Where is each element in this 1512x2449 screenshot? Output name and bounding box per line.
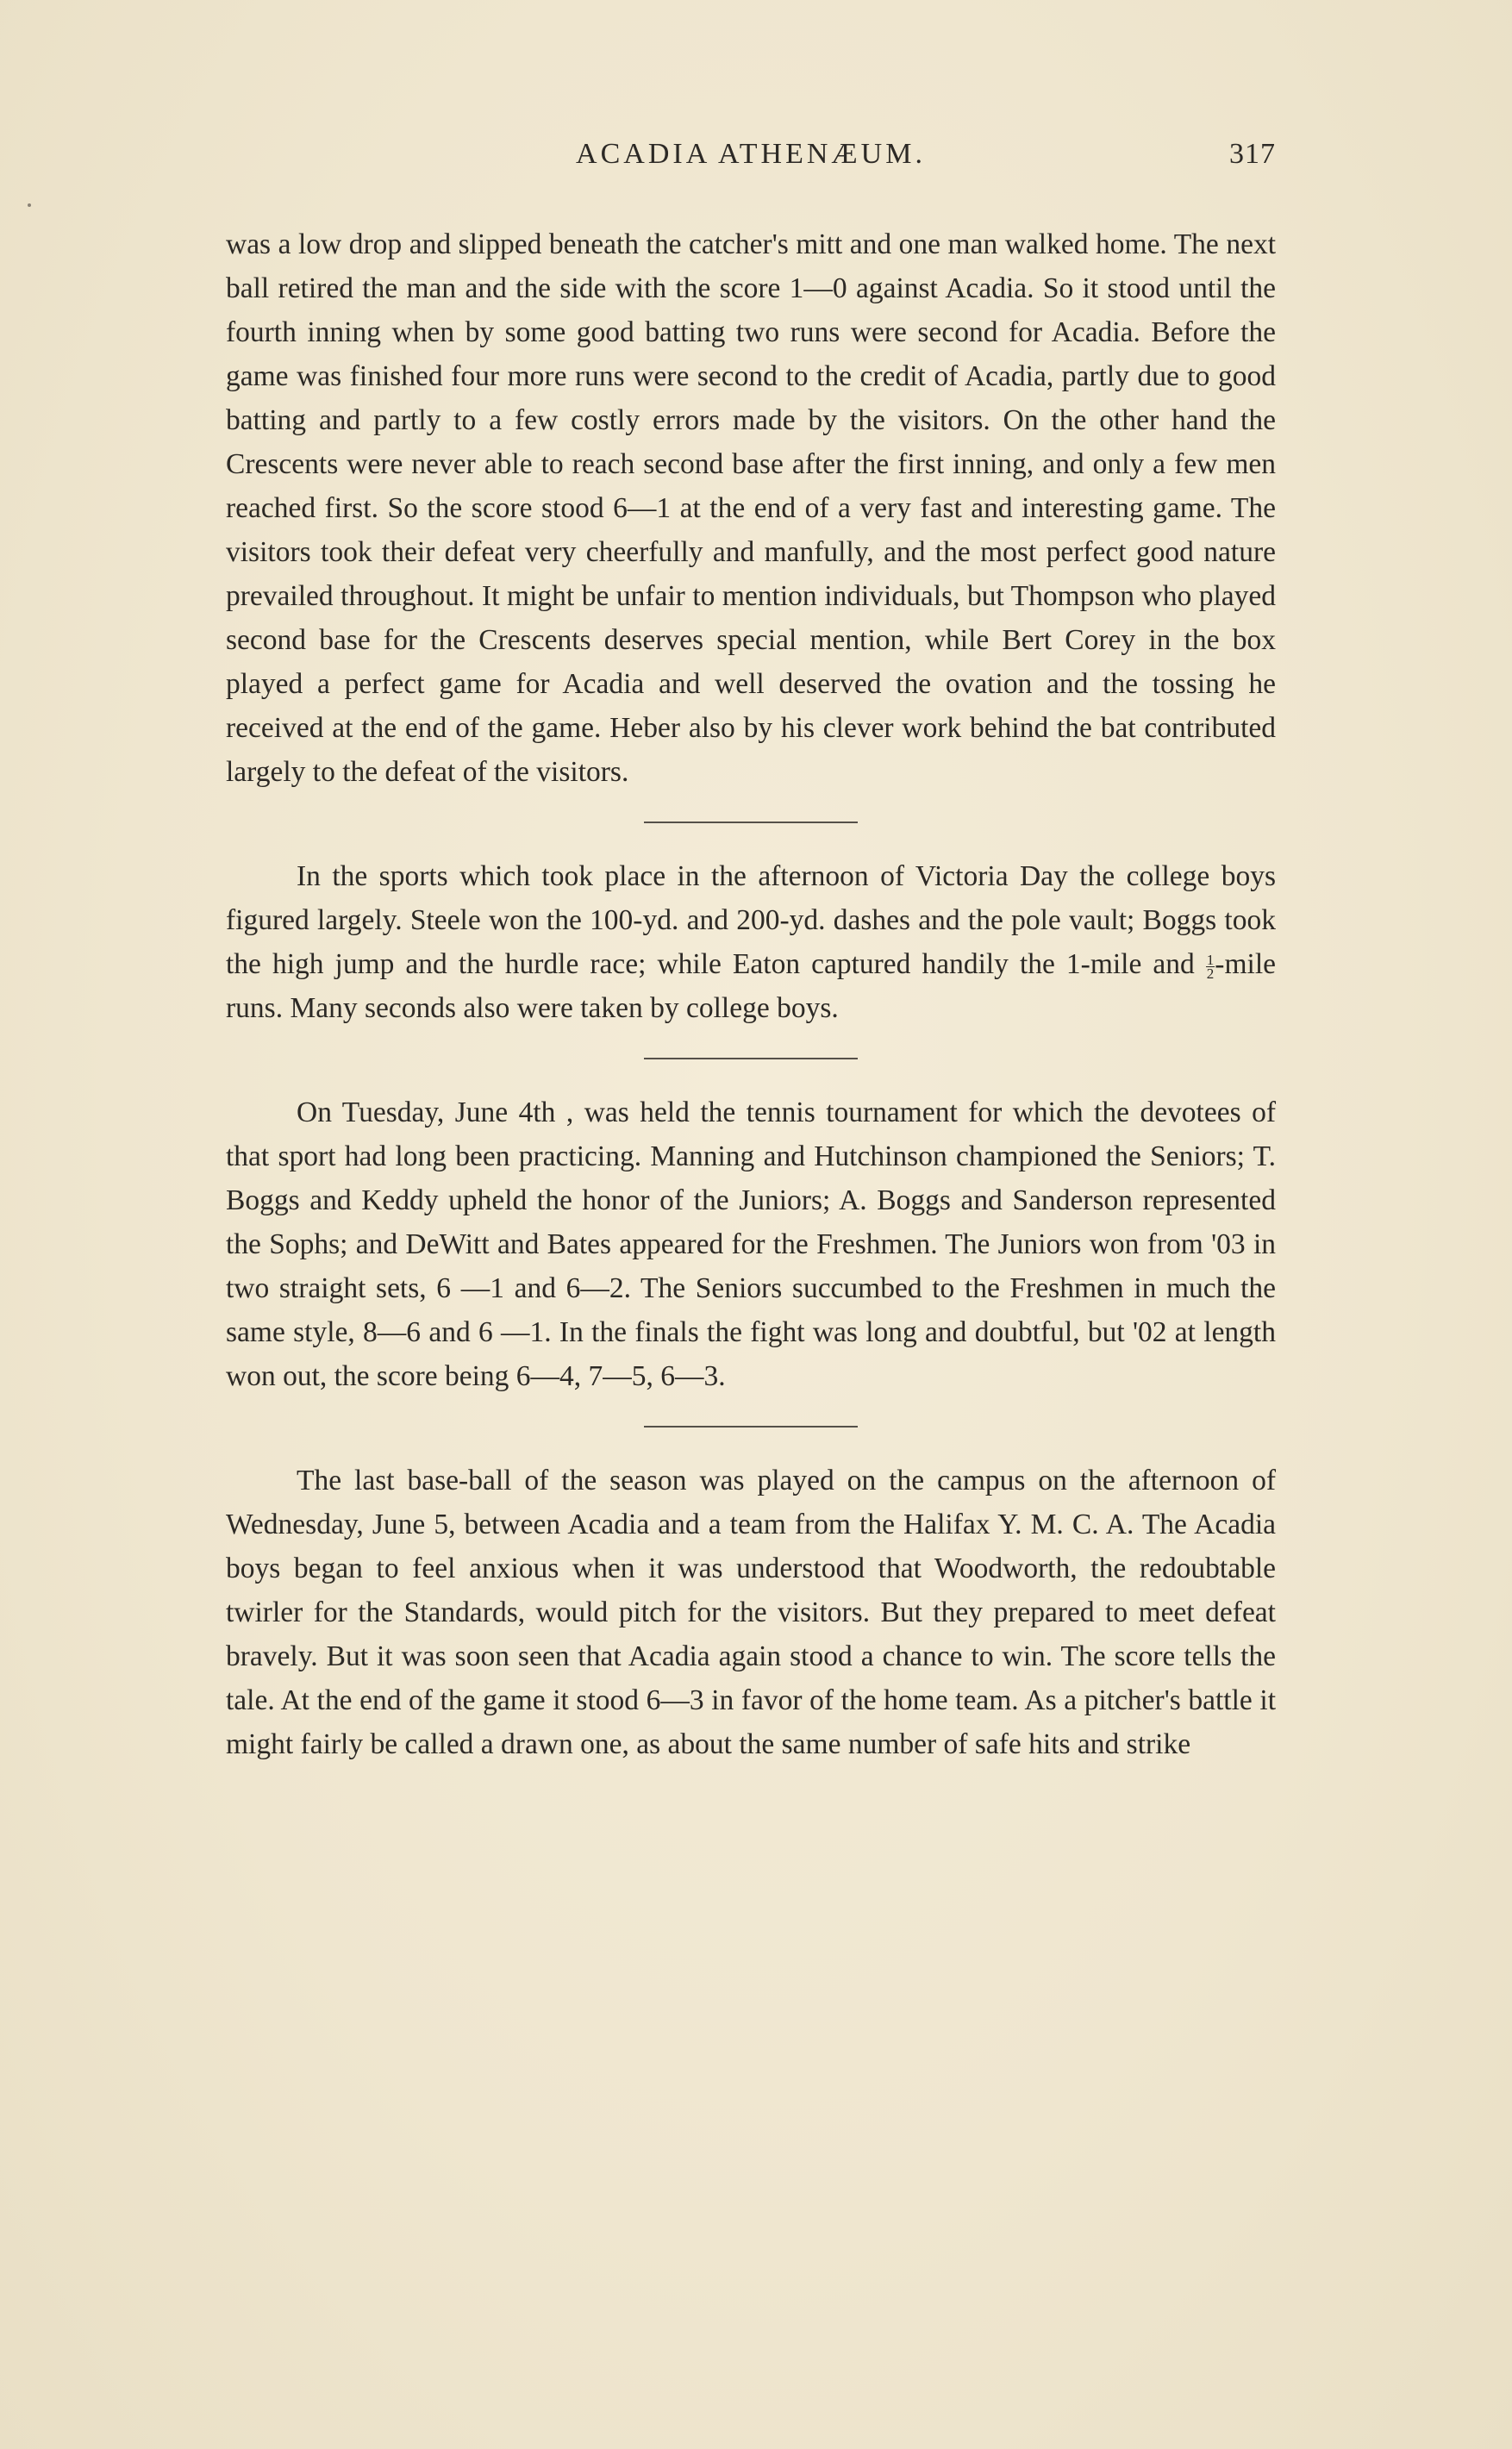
paragraph-text: In the sports which took place in the afternoon of Victoria Day the college boys figured largely. Steele won the 100-yd. and 200-yd. dashes and the pole vault; Boggs took the high jump and the hurdle race; while Eaton captured handily the 1-mile and: [226, 860, 1276, 980]
section-divider: [644, 1058, 858, 1059]
section-divider: [644, 1426, 858, 1428]
fraction-denominator: 2: [1206, 965, 1215, 982]
paragraph-text: -mile runs. Many seconds also were taken by college boys.: [226, 948, 1276, 1024]
paragraph-tennis-tournament: On Tuesday, June 4th , was held the tennis tournament for which the devotees of that sport had long been practicing. Manning and Hutchinson championed the Seniors; T. Boggs and Keddy upheld the honor of the Juniors; A. Boggs and Sanderson represented the Sophs; and DeWitt and Bates appeared for the Freshmen. The Juniors won from '03 in two straight sets, 6 —1 and 6—2. The Seniors succumbed to the Freshmen in much the same style, 8—6 and 6 —1. In the finals the fight was long and doubtful, but '02 at length won out, the score being 6—4, 7—5, 6—3.: [226, 1096, 1276, 1392]
fraction-numerator: 1: [1206, 951, 1215, 968]
section-divider: [644, 822, 858, 823]
paragraph-baseball-crescents: was a low drop and slipped beneath the catcher's mitt and one man walked home. The next ball retired the man and the side with the score 1—0 against Acadia. So it stood until the fourth inning when by some good batting two runs were second for Acadia. Before the game was finished four more runs were second to the credit of Acadia, partly due to good batting and partly to a few costly errors made by the visitors. On the other hand the Crescents were never able to reach second base after the first inning, and only a few men reached first. So the score stood 6—1 at the end of a very fast and interesting game. The visitors took their defeat very cheerfully and manfully, and the most perfect good nature prevailed throughout. It might be unfair to mention individuals, but Thompson who played second base for the Crescents deserves special mention, while Bert Corey in the box played a perfect game for Acadia and well deserved the ovation and the tossing he received at the end of the game. Heber also by his clever work behind the bat contributed largely to the defeat of the visitors.: [226, 228, 1276, 788]
fraction-one-half: [1206, 953, 1215, 980]
page-number: 317: [1229, 138, 1276, 170]
page-header: [226, 138, 1276, 179]
paragraph-last-baseball-game: The last base-ball of the season was played on the campus on the afternoon of Wednesday, June 5, between Acadia and a team from the Halifax Y. M. C. A. The Acadia boys began to feel anxious when it was understood that Woodworth, the redoubtable twirler for the Standards, would pitch for the visitors. But they prepared to meet defeat bravely. But it was soon seen that Acadia again stood a chance to win. The score tells the tale. At the end of the game it stood 6—3 in favor of the home team. As a pitcher's battle it might fairly be called a drawn one, as about the same number of safe hits and strike: [226, 1465, 1276, 1760]
page-speck: [28, 203, 31, 207]
article-body: [226, 222, 1276, 1766]
paragraph-victoria-day-sports: [226, 854, 1276, 1030]
running-title: ACADIA ATHENÆUM.: [576, 138, 926, 170]
